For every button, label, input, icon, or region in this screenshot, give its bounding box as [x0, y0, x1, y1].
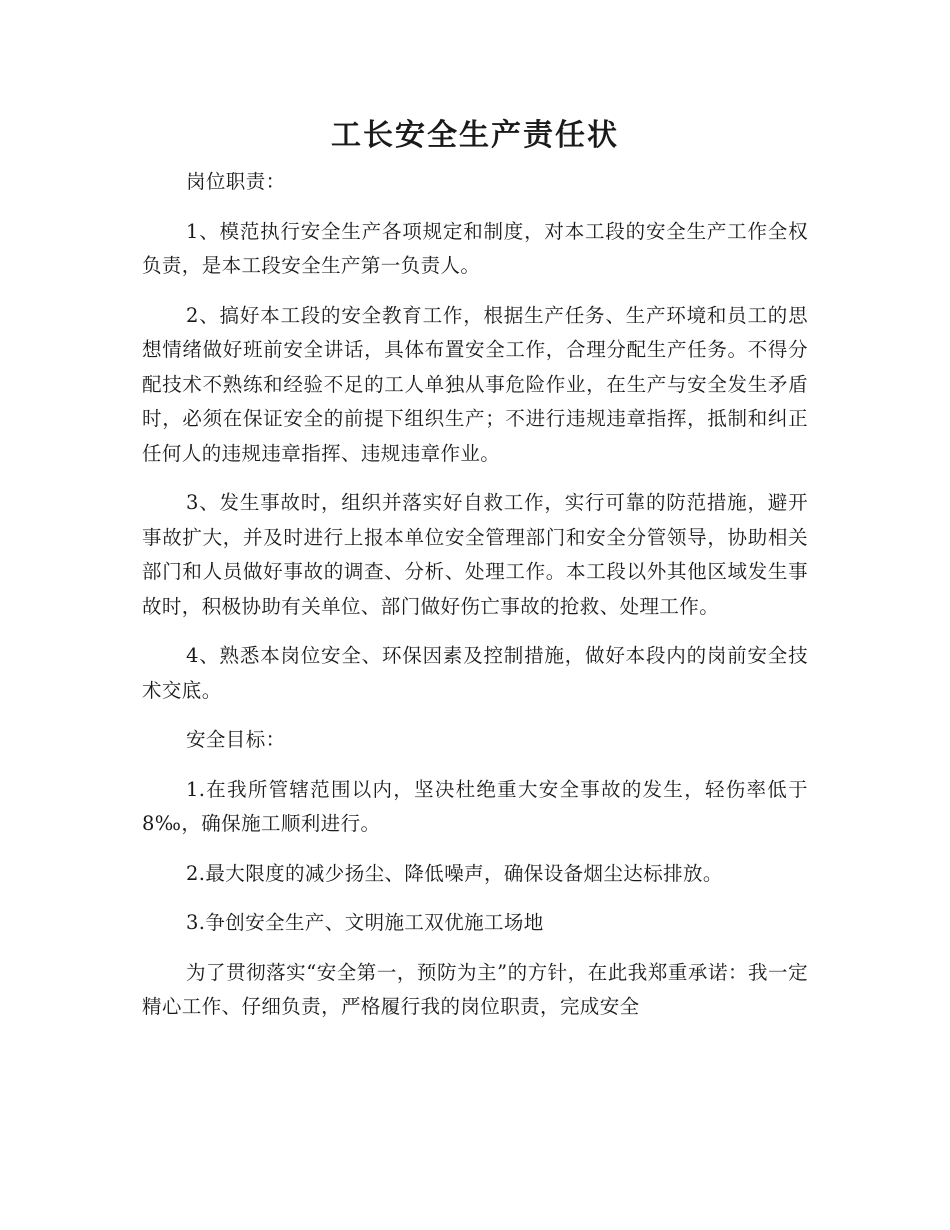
duty-item-3: 3、发生事故时，组织并落实好自救工作，实行可靠的防范措施，避开事故扩大，并及时进行上报本单位安全管理部门和安全分管领导，协助相关部门和人员做好事故的调查、分析、处理工作。本工段以外其他区域发生事故时，积极协助有关单位、部门做好伤亡事故的抢救、处理工作。 [142, 491, 808, 618]
goal-item-1: 1.在我所管辖范围以内，坚决杜绝重大安全事故的发生，轻伤率低于8‰，确保施工顺利进行。 [142, 777, 808, 835]
document-title: 工长安全生产责任状 [331, 118, 619, 153]
section-heading-goals: 安全目标： [186, 728, 286, 751]
duty-item-4: 4、熟悉本岗位安全、环保因素及控制措施，做好本段内的岗前安全技术交底。 [142, 644, 808, 702]
duty-item-2: 2、搞好本工段的安全教育工作，根据生产任务、生产环境和员工的思想情绪做好班前安全讲话，具体布置安全工作，合理分配生产任务。不得分配技术不熟练和经验不足的工人单独从事危险作业，在生产与安全发生矛盾时，必须在保证安全的前提下组织生产；不进行违规违章指挥，抵制和纠正任何人的违规违章指挥、违规违章作业。 [142, 303, 808, 465]
goal-item-2: 2.最大限度的减少扬尘、降低噪声，确保设备烟尘达标排放。 [186, 861, 723, 885]
commitment-paragraph: 为了贯彻落实“安全第一，预防为主”的方针，在此我郑重承诺：我一定精心工作、仔细负责，严格履行我的岗位职责，完成安全 [142, 960, 808, 1018]
duty-item-1: 1、模范执行安全生产各项规定和制度，对本工段的安全生产工作全权负责，是本工段安全生产第一负责人。 [142, 219, 808, 277]
section-heading-duties: 岗位职责： [186, 170, 286, 193]
document-body [142, 165, 808, 1040]
goal-item-3: 3.争创安全生产、文明施工双优施工场地 [186, 911, 544, 934]
